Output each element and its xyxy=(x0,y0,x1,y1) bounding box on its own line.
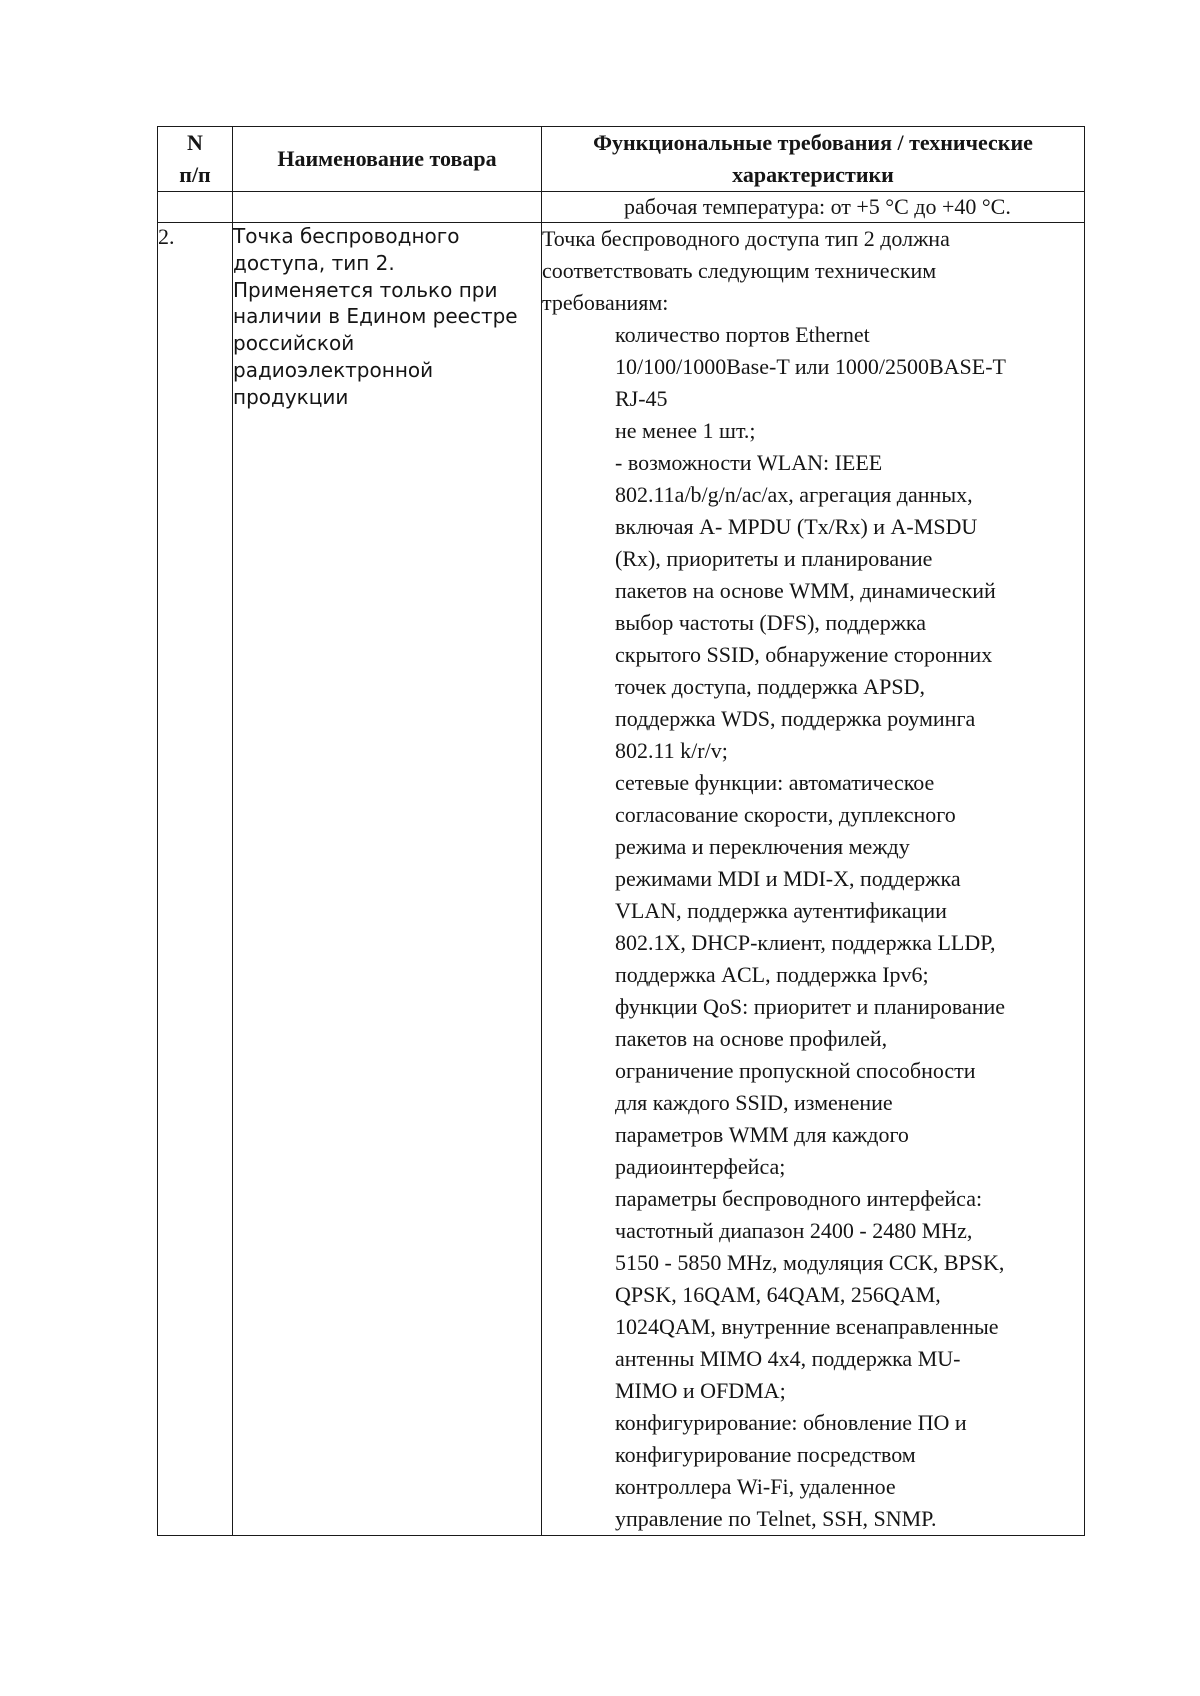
table-row xyxy=(158,223,1085,1536)
requirements-line: 802.11a/b/g/n/ac/ax, агрегация данных, xyxy=(615,482,973,507)
requirements-line: VLAN, поддержка аутентификации xyxy=(615,898,947,923)
requirements-line: QPSK, 16QAM, 64QAM, 256QAM, xyxy=(615,1282,941,1307)
requirements-line: 5150 - 5850 MHz, модуляция ССК, BPSK, xyxy=(615,1250,1005,1275)
header-requirements-line2: характеристики xyxy=(732,162,894,187)
requirements-line: контроллера Wi-Fi, удаленное xyxy=(615,1474,896,1499)
name-line: российской xyxy=(233,331,355,356)
row-number: 2. xyxy=(158,223,233,1536)
requirements-line: пакетов на основе профилей, xyxy=(615,1026,888,1051)
requirements-intro-line: соответствовать следующим техническим xyxy=(542,258,937,283)
requirements-line: согласование скорости, дуплексного xyxy=(615,802,956,827)
requirements-line: функции QoS: приоритет и планирование xyxy=(615,994,1006,1019)
requirements-line: конфигурирование посредством xyxy=(615,1442,916,1467)
specification-table xyxy=(157,126,1085,1536)
header-requirements xyxy=(542,127,1085,192)
requirements-line: (Rx), приоритеты и планирование xyxy=(615,546,933,571)
header-name: Наименование товара xyxy=(233,127,542,192)
requirements-line: параметров WMM для каждого xyxy=(615,1122,909,1147)
continuation-requirements-text: рабочая температура: от +5 °С до +40 °С. xyxy=(624,194,1011,219)
requirements-line: частотный диапазон 2400 - 2480 MHz, xyxy=(615,1218,973,1243)
requirements-line: управление по Telnet, SSH, SNMP. xyxy=(615,1506,937,1531)
requirements-intro-line: Точка беспроводного доступа тип 2 должна xyxy=(542,226,950,251)
name-line: Применяется только при xyxy=(233,277,498,302)
table-header-row xyxy=(158,127,1085,192)
requirements-line: ограничение пропускной способности xyxy=(615,1058,976,1083)
name-line: доступа, тип 2. xyxy=(233,250,395,275)
continuation-requirements-cell xyxy=(542,192,1085,223)
requirements-line: радиоинтерфейса; xyxy=(615,1154,786,1179)
requirements-line: параметры беспроводного интерфейса: xyxy=(615,1186,983,1211)
requirements-line: режима и переключения между xyxy=(615,834,910,859)
header-requirements-line1: Функциональные требования / технические xyxy=(593,130,1033,155)
requirements-line: включая А- MPDU (Tx/Rx) и A-MSDU xyxy=(615,514,978,539)
name-line: наличии в Едином реестре xyxy=(233,304,518,329)
requirements-list xyxy=(542,319,1084,1535)
name-line: продукции xyxy=(233,384,349,409)
requirements-line: MIMO и OFDMA; xyxy=(615,1378,786,1403)
row-requirements xyxy=(542,223,1085,1536)
requirements-line: точек доступа, поддержка APSD, xyxy=(615,674,925,699)
requirements-line: RJ-45 xyxy=(615,386,668,411)
requirements-intro-line: требованиям: xyxy=(542,290,669,315)
name-line: радиоэлектронной xyxy=(233,357,434,382)
row-name xyxy=(233,223,542,1536)
requirements-line: выбор частоты (DFS), поддержка xyxy=(615,610,927,635)
header-number-line1: N xyxy=(187,130,203,155)
requirements-line: пакетов на основе WMM, динамический xyxy=(615,578,996,603)
continuation-name-cell xyxy=(233,192,542,223)
requirements-line: 10/100/1000Base-T или 1000/2500BASE-T xyxy=(615,354,1006,379)
header-number-line2: п/п xyxy=(179,162,211,187)
requirements-line: сетевые функции: автоматическое xyxy=(615,770,935,795)
requirements-line: количество портов Ethernet xyxy=(615,322,870,347)
requirements-line: режимами MDI и MDI-X, поддержка xyxy=(615,866,961,891)
name-line: Точка беспроводного xyxy=(233,224,460,248)
requirements-line: 802.1X, DHCP-клиент, поддержка LLDP, xyxy=(615,930,996,955)
requirements-line: 802.11 k/r/v; xyxy=(615,738,728,763)
requirements-line: скрытого SSID, обнаружение сторонних xyxy=(615,642,993,667)
requirements-line: - возможности WLAN: IEEE xyxy=(615,450,883,475)
requirements-line: для каждого SSID, изменение xyxy=(615,1090,893,1115)
requirements-line: 1024QAM, внутренние всенаправленные xyxy=(615,1314,999,1339)
requirements-line: не менее 1 шт.; xyxy=(615,418,756,443)
continuation-row xyxy=(158,192,1085,223)
requirements-line: конфигурирование: обновление ПО и xyxy=(615,1410,967,1435)
requirements-line: поддержка WDS, поддержка роуминга xyxy=(615,706,976,731)
continuation-number-cell xyxy=(158,192,233,223)
header-number xyxy=(158,127,233,192)
requirements-intro xyxy=(542,223,1084,319)
requirements-line: поддержка ACL, поддержка Ipv6; xyxy=(615,962,929,987)
requirements-line: антенны MIMO 4x4, поддержка MU- xyxy=(615,1346,961,1371)
